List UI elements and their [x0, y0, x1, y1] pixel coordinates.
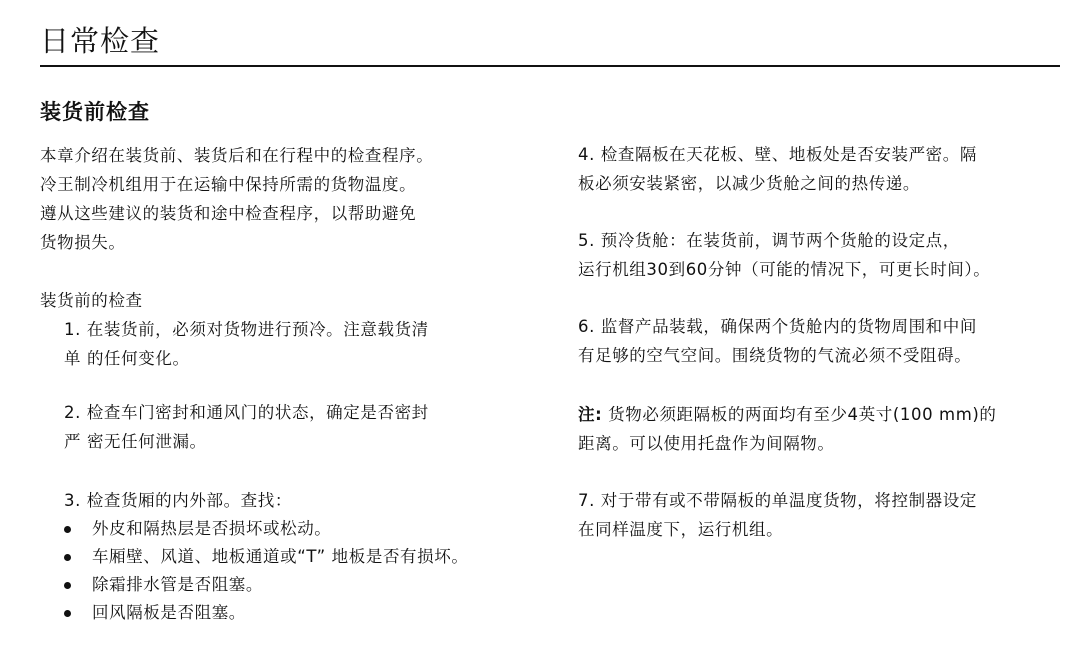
intro-line: 货物损失。: [40, 233, 126, 252]
checklist-item-text: 车厢壁、风道、地板通道或“T” 地板是否有损坏。: [92, 547, 469, 566]
checklist-item-text: 外皮和隔热层是否损坏或松动。: [92, 519, 332, 538]
bullet-icon: [64, 582, 71, 589]
step-6-line: 有足够的空气空间。围绕货物的气流必须不受阻碍。: [578, 346, 972, 365]
step-7: [578, 486, 1058, 544]
step-2: [40, 398, 520, 456]
section-heading: 装货前检查: [40, 100, 150, 124]
checklist-item: [92, 571, 520, 599]
intro-paragraph: [40, 141, 520, 257]
step-2-line: 严 密无任何泄漏。: [64, 432, 207, 451]
step-4-line: 板必须安装紧密，以减少货舱之间的热传递。: [578, 174, 920, 193]
pre-load-subheading: 装货前的检查: [40, 291, 143, 310]
page-title: 日常检查: [40, 24, 161, 58]
note-line: [578, 400, 1058, 429]
step-2-line: 2. 检查车门密封和通风门的状态，确定是否密封: [64, 403, 429, 422]
note-label: 注:: [578, 405, 603, 424]
title-divider: [40, 65, 1060, 67]
checklist-item-text: 回风隔板是否阻塞。: [92, 603, 246, 622]
intro-line: 冷王制冷机组用于在运输中保持所需的货物温度。: [40, 175, 417, 194]
left-column: [40, 141, 520, 627]
step-3: 3. 检查货厢的内外部。查找：: [64, 491, 292, 510]
bullet-icon: [64, 610, 71, 617]
step-1-line: 1. 在装货前，必须对货物进行预冷。注意载货清: [64, 320, 429, 339]
step-4: [578, 140, 1058, 198]
step-6: [578, 312, 1058, 370]
step-1: [40, 315, 520, 373]
step-4-line: 4. 检查隔板在天花板、壁、地板处是否安装严密。隔: [578, 145, 977, 164]
note: [578, 400, 1058, 458]
step-1-line: 单 的任何变化。: [64, 349, 190, 368]
step-7-line: 7. 对于带有或不带隔板的单温度货物，将控制器设定: [578, 491, 977, 510]
intro-line: 遵从这些建议的装货和途中检查程序，以帮助避免: [40, 204, 417, 223]
checklist-item: [92, 515, 520, 543]
step-5-line: 运行机组30到60分钟（可能的情况下，可更长时间）。: [578, 260, 991, 279]
checklist-item: [92, 599, 520, 627]
checklist-item: [92, 543, 520, 571]
checklist-item-text: 除霜排水管是否阻塞。: [92, 575, 263, 594]
note-line: 距离。可以使用托盘作为间隔物。: [578, 434, 835, 453]
bullet-icon: [64, 526, 71, 533]
right-column: [578, 140, 1058, 544]
bullet-icon: [64, 554, 71, 561]
step-7-line: 在同样温度下，运行机组。: [578, 520, 784, 539]
step-5-line: 5. 预冷货舱：在装货前，调节两个货舱的设定点，: [578, 231, 960, 250]
step-6-line: 6. 监督产品装载，确保两个货舱内的货物周围和中间: [578, 317, 977, 336]
step-5: [578, 226, 1058, 284]
note-text: 货物必须距隔板的两面均有至少4英寸(100 mm)的: [602, 405, 997, 424]
inspection-checklist: [40, 515, 520, 627]
intro-line: 本章介绍在装货前、装货后和在行程中的检查程序。: [40, 146, 434, 165]
